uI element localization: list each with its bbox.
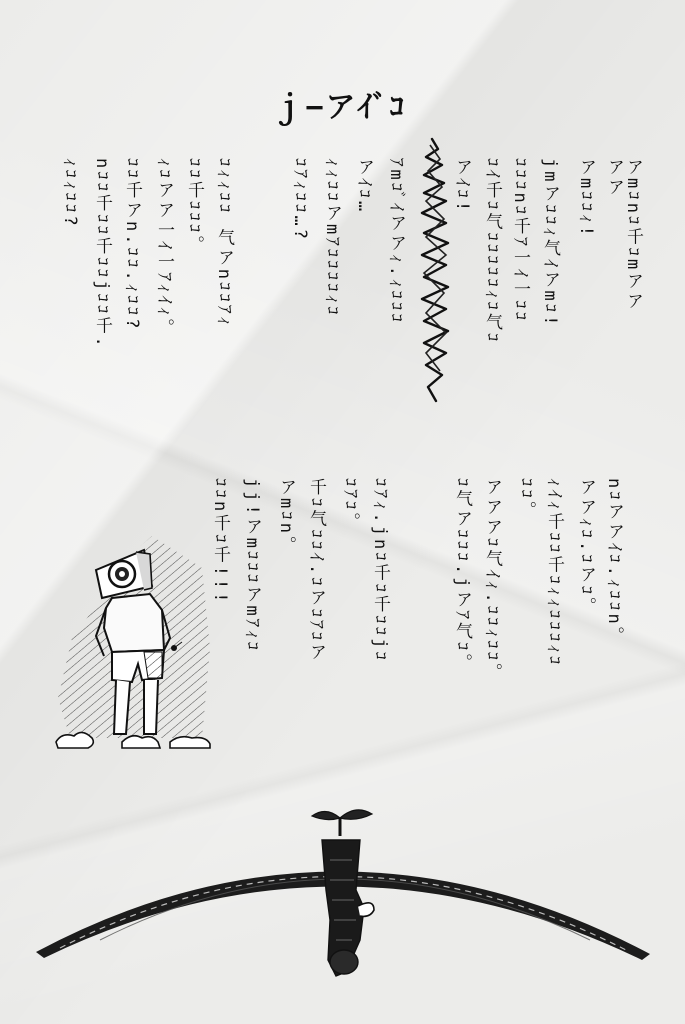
scribble-mark [412, 135, 458, 405]
text-column: ｨｺｨｺｺ? [60, 158, 80, 229]
text-column: ｨｲｨ千ｺｺ千ｺｨｨｺｺｺｨｺ [544, 478, 564, 668]
sprout [312, 810, 372, 836]
text-column: アｲｺ! [452, 158, 472, 215]
text-column: ｺ气アｺｺｺ.jアｱ气ｺ。 [452, 478, 472, 674]
text-column: nｺアアｲｺ.ｨｺｺn。 [604, 478, 624, 647]
text-column: 千ｺ气ｺｺｲ.ｺアｺｱｺア [306, 478, 326, 664]
text-column: jmアｺｺｨ气ｲアmｺ! [540, 158, 560, 329]
planet-horizon-illustration [30, 800, 658, 990]
text-column: ｺｺ。 [516, 478, 536, 521]
text-column: アアアｺ气ｲｨ.ｺｺｨｺｺ。 [482, 478, 502, 684]
text-column: ｺｨｨｺｺ 气アnｺｺｱｨ [214, 158, 234, 328]
text-column: ｺｱｺ。 [340, 478, 360, 533]
text-column: ｺｱｨ.jnｺ千ｺ千ｺｺjｺ [370, 478, 390, 663]
text-column: ｺｺn千ｺ千!!! [210, 478, 230, 606]
text-column: ｺｱｨｺｺ…? [290, 158, 310, 242]
text-column: ｺｺｺnｺ千ｱ一ｲ一ｺｺ [510, 158, 530, 324]
text-column: アmｺn。 [276, 478, 296, 556]
text-column: nｺｺ千ｺｺ千ｺｺjｺｺ千. [92, 158, 112, 350]
text-column: ｱmｺﾞｲアアｨ.ｨｺｺｺ [386, 158, 406, 325]
text-column: ｨｺアア一ｲ一ｱｨｲｨ。 [154, 158, 174, 339]
text-column: ｺｺ千ｺｺｺ。 [184, 158, 204, 256]
text-column: ｺｺ千アn.ｺｺ.ｨｺｺ? [122, 158, 142, 332]
text-column: アアｨｺ.ｺアｺ。 [576, 478, 596, 618]
text-column: ｨｨｺｺアmｱｺｺｺｺｨｺ [322, 158, 342, 318]
upside-down-figure [322, 840, 374, 976]
standing-figure-illustration [52, 528, 217, 758]
page-title: ｊ−アｲﾞｺ [273, 90, 407, 125]
text-column: アｲｺ… [354, 158, 374, 215]
text-column: アmｺnｺ千ｺmアア アア [604, 158, 643, 313]
text-column: jj!アmｺｺｺアmｱｨｺ [242, 478, 262, 654]
text-column: ｺｲ千ｺ气ｺｺｺｺｺｨｺ气ｺ [482, 158, 502, 345]
text-column: アmｺｺｨ! [576, 158, 596, 239]
